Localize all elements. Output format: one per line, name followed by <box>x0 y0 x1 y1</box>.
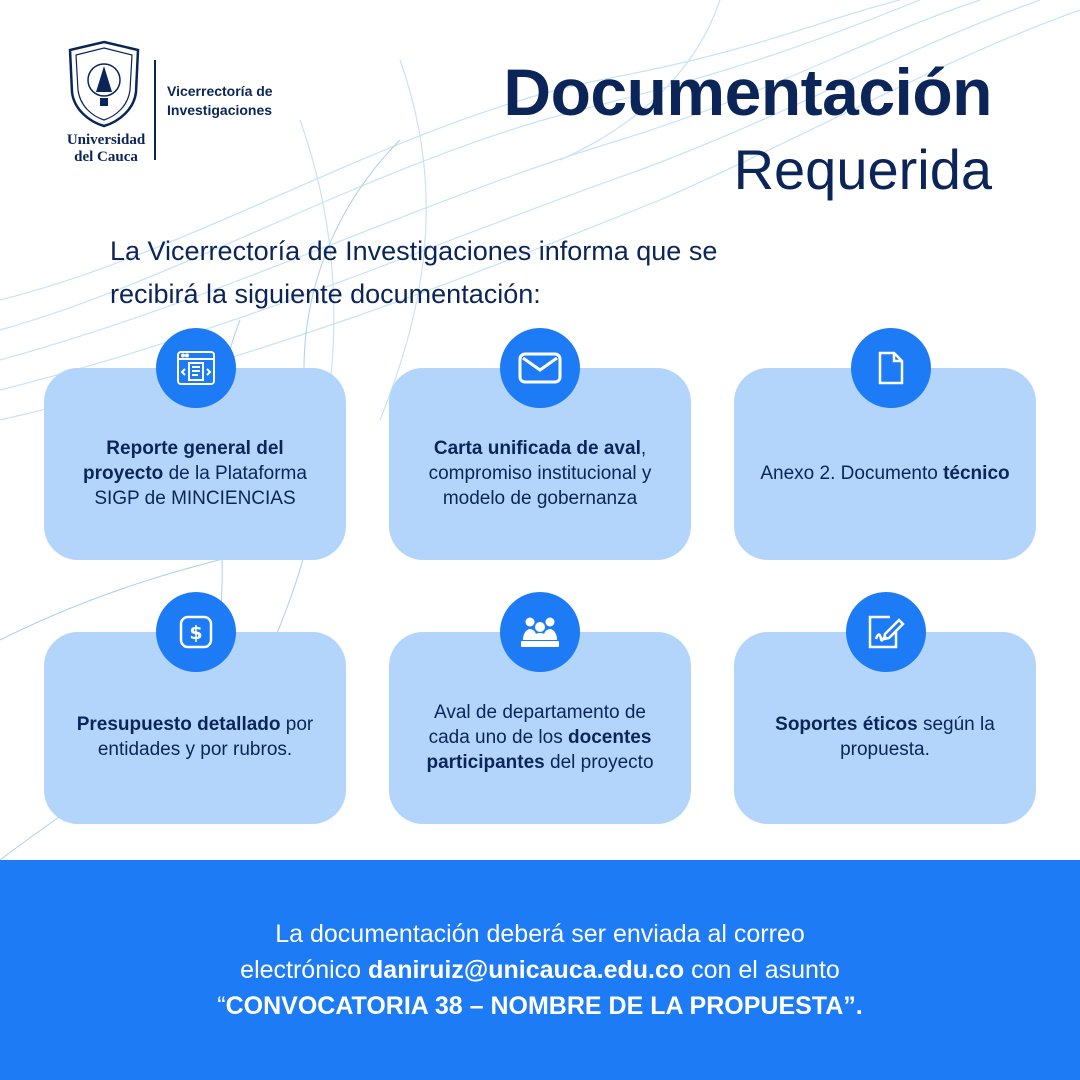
card-text-normal: del proyecto <box>544 751 654 773</box>
vicerrectoria-line2: Investigaciones <box>167 102 273 118</box>
footer-line2-prefix: electrónico <box>240 956 369 984</box>
logo-divider <box>154 60 156 160</box>
signed-document-icon <box>846 592 926 672</box>
footer-text <box>90 916 990 1024</box>
university-name <box>58 132 154 166</box>
card-text-normal: Anexo 2. Documento <box>760 462 944 484</box>
footer-banner <box>0 860 1080 1080</box>
dollar-icon <box>156 592 236 672</box>
vicerrectoria-line1: Vicerrectoría de <box>167 83 273 99</box>
university-name-line2: del Cauca <box>74 149 138 165</box>
card-text-bold: Presupuesto detallado <box>76 714 281 735</box>
card-text-bold: técnico <box>943 462 1010 484</box>
card-text-bold: Carta unificada de aval <box>433 437 641 459</box>
university-name-line1: Universidad <box>66 132 146 148</box>
intro-text: La Vicerrectoría de Investigaciones informa que se recibirá la siguiente documentación: <box>110 236 718 309</box>
card-text-normal: según la propuesta. <box>840 714 995 760</box>
card-text-bold: Soportes éticos <box>775 714 918 735</box>
card-text-normal: Aval de departamento de cada uno de los <box>428 701 646 748</box>
file-icon <box>851 328 931 408</box>
footer-line3 <box>90 988 990 1024</box>
envelope-icon <box>500 328 580 408</box>
university-crest-icon <box>66 40 142 128</box>
card-text <box>756 712 1014 762</box>
footer-line1: La documentación deberá ser enviada al correo <box>275 920 805 948</box>
footer-line2 <box>90 952 990 988</box>
card-text <box>411 436 669 511</box>
card-text <box>760 461 1009 486</box>
page-subtitle: Requerida <box>733 138 992 201</box>
university-logo <box>58 40 298 170</box>
subject-quote-open: “ <box>217 992 226 1020</box>
browser-document-icon <box>156 328 236 408</box>
footer-line2-suffix: con el asunto <box>684 956 840 984</box>
card-text-normal: , compromiso institucional y modelo de gobernanza <box>428 437 652 509</box>
card-text <box>66 712 324 762</box>
card-text-bold: docentes participantes <box>426 726 652 773</box>
card-text <box>411 700 669 775</box>
group-people-icon <box>500 592 580 672</box>
svg-text:$: $ <box>189 622 203 644</box>
card-text-normal: por entidades y por rubros. <box>97 714 314 760</box>
card-text-bold: Reporte general del proyecto <box>83 437 284 484</box>
card-text-normal: de la Plataforma SIGP de MINCIENCIAS <box>94 462 307 509</box>
email-subject: CONVOCATORIA 38 – NOMBRE DE LA PROPUESTA”. <box>225 992 863 1020</box>
vicerrectoria-label <box>167 82 307 120</box>
card-text <box>66 436 324 511</box>
contact-email: daniruiz@unicauca.edu.co <box>368 956 685 984</box>
page-title: Documentación <box>503 55 992 129</box>
